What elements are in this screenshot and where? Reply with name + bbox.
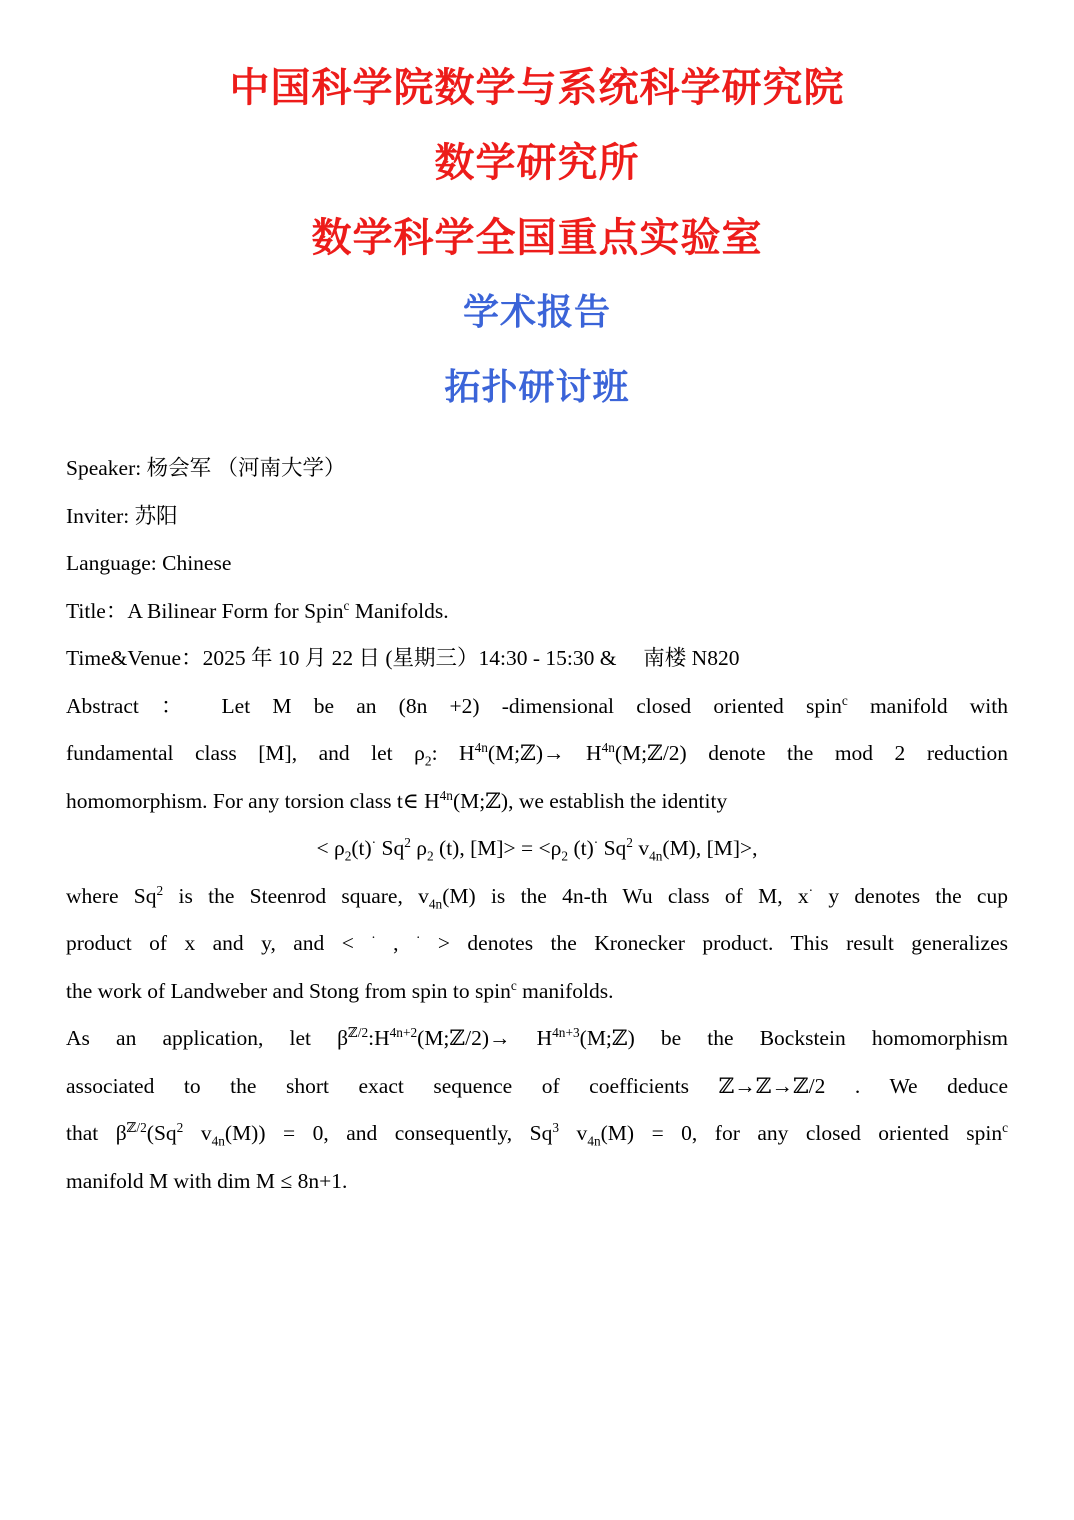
abstract-formula: < $\rho_2(t)^\cdot$ Sq$^2$ $\rho_2$ (t), $[M]> = <\rho_2$ (t)· Sq$^2$ $v_{4n}(M)$, [M]>, [316,834,758,864]
abstract-line-9: associated to the short exact sequence of coefficients ℤ→ℤ→ℤ/2 . We deduce [66,1073,1008,1098]
lab-title: 数学科学全国重点实验室 [311,215,763,260]
abstract-line-8: As an application, let $\beta^{ℤ/2}:H^{4n+2}(M;ℤ/2)\to$ $H^{4n+3}(M;ℤ)$ be the Bockstein homomorphism [66,1024,1008,1050]
talk-title-line: Title：A Bilinear Form for Spin$^c$ Manifolds. [66,597,449,623]
report-type-title: 学术报告 [462,292,611,332]
institute-subtitle: 数学研究所 [434,140,640,185]
abstract-line-3: homomorphism. For any torsion class t∈ $H^{4n}(M;ℤ)$, we establish the identity [66,787,728,813]
abstract-line-2: fundamental class [M], and let $\rho_2$: $H^{4n}(M;ℤ)\to$ $H^{4n}(M;ℤ/2)$ denote the mod 2 reduction [66,739,1009,769]
header-titles [66,0,1008,425]
abstract-line-1: Abstract ： Let M be an (8n +2) -dimensional closed oriented spin$^c$ manifold with [66,692,1008,718]
seminar-name-title: 拓扑研讨班 [444,367,630,407]
abstract-line-5: where Sq$^2$ is the Steenrod square, $v_{4n}(M)$ is the 4n-th Wu class of M, x· y denotes the cup [66,882,1008,911]
institute-title: 中国科学院数学与系统科学研究院 [229,65,845,110]
seminar-details [66,445,1008,1205]
abstract-line-11: manifold M with dim M ≤ 8n+1. [66,1168,348,1193]
abstract-line-7: the work of Landweber and Stong from spin to spin$^c$ manifolds. [66,977,614,1003]
speaker-line: Speaker: 杨会军 （河南大学） [66,456,346,480]
inviter-line: Inviter: 苏阳 [66,503,178,528]
abstract-line-6: product of x and y, and < · , · > denotes the Kronecker product. This result generalizes [66,929,1008,955]
abstract-line-10: that $\beta^{ℤ/2}(Sq^2$ $v_{4n}(M)) = 0$, and consequently, Sq$^3$ $v_{4n}(M) = 0$, for any closed oriented spin$^c$ [66,1119,1009,1149]
language-line: Language: Chinese [66,551,232,575]
time-venue-line: Time&Venue：2025 年 10 月 22 日 (星期三）14:30 - 15:30 & 南楼 N820 [66,646,740,670]
